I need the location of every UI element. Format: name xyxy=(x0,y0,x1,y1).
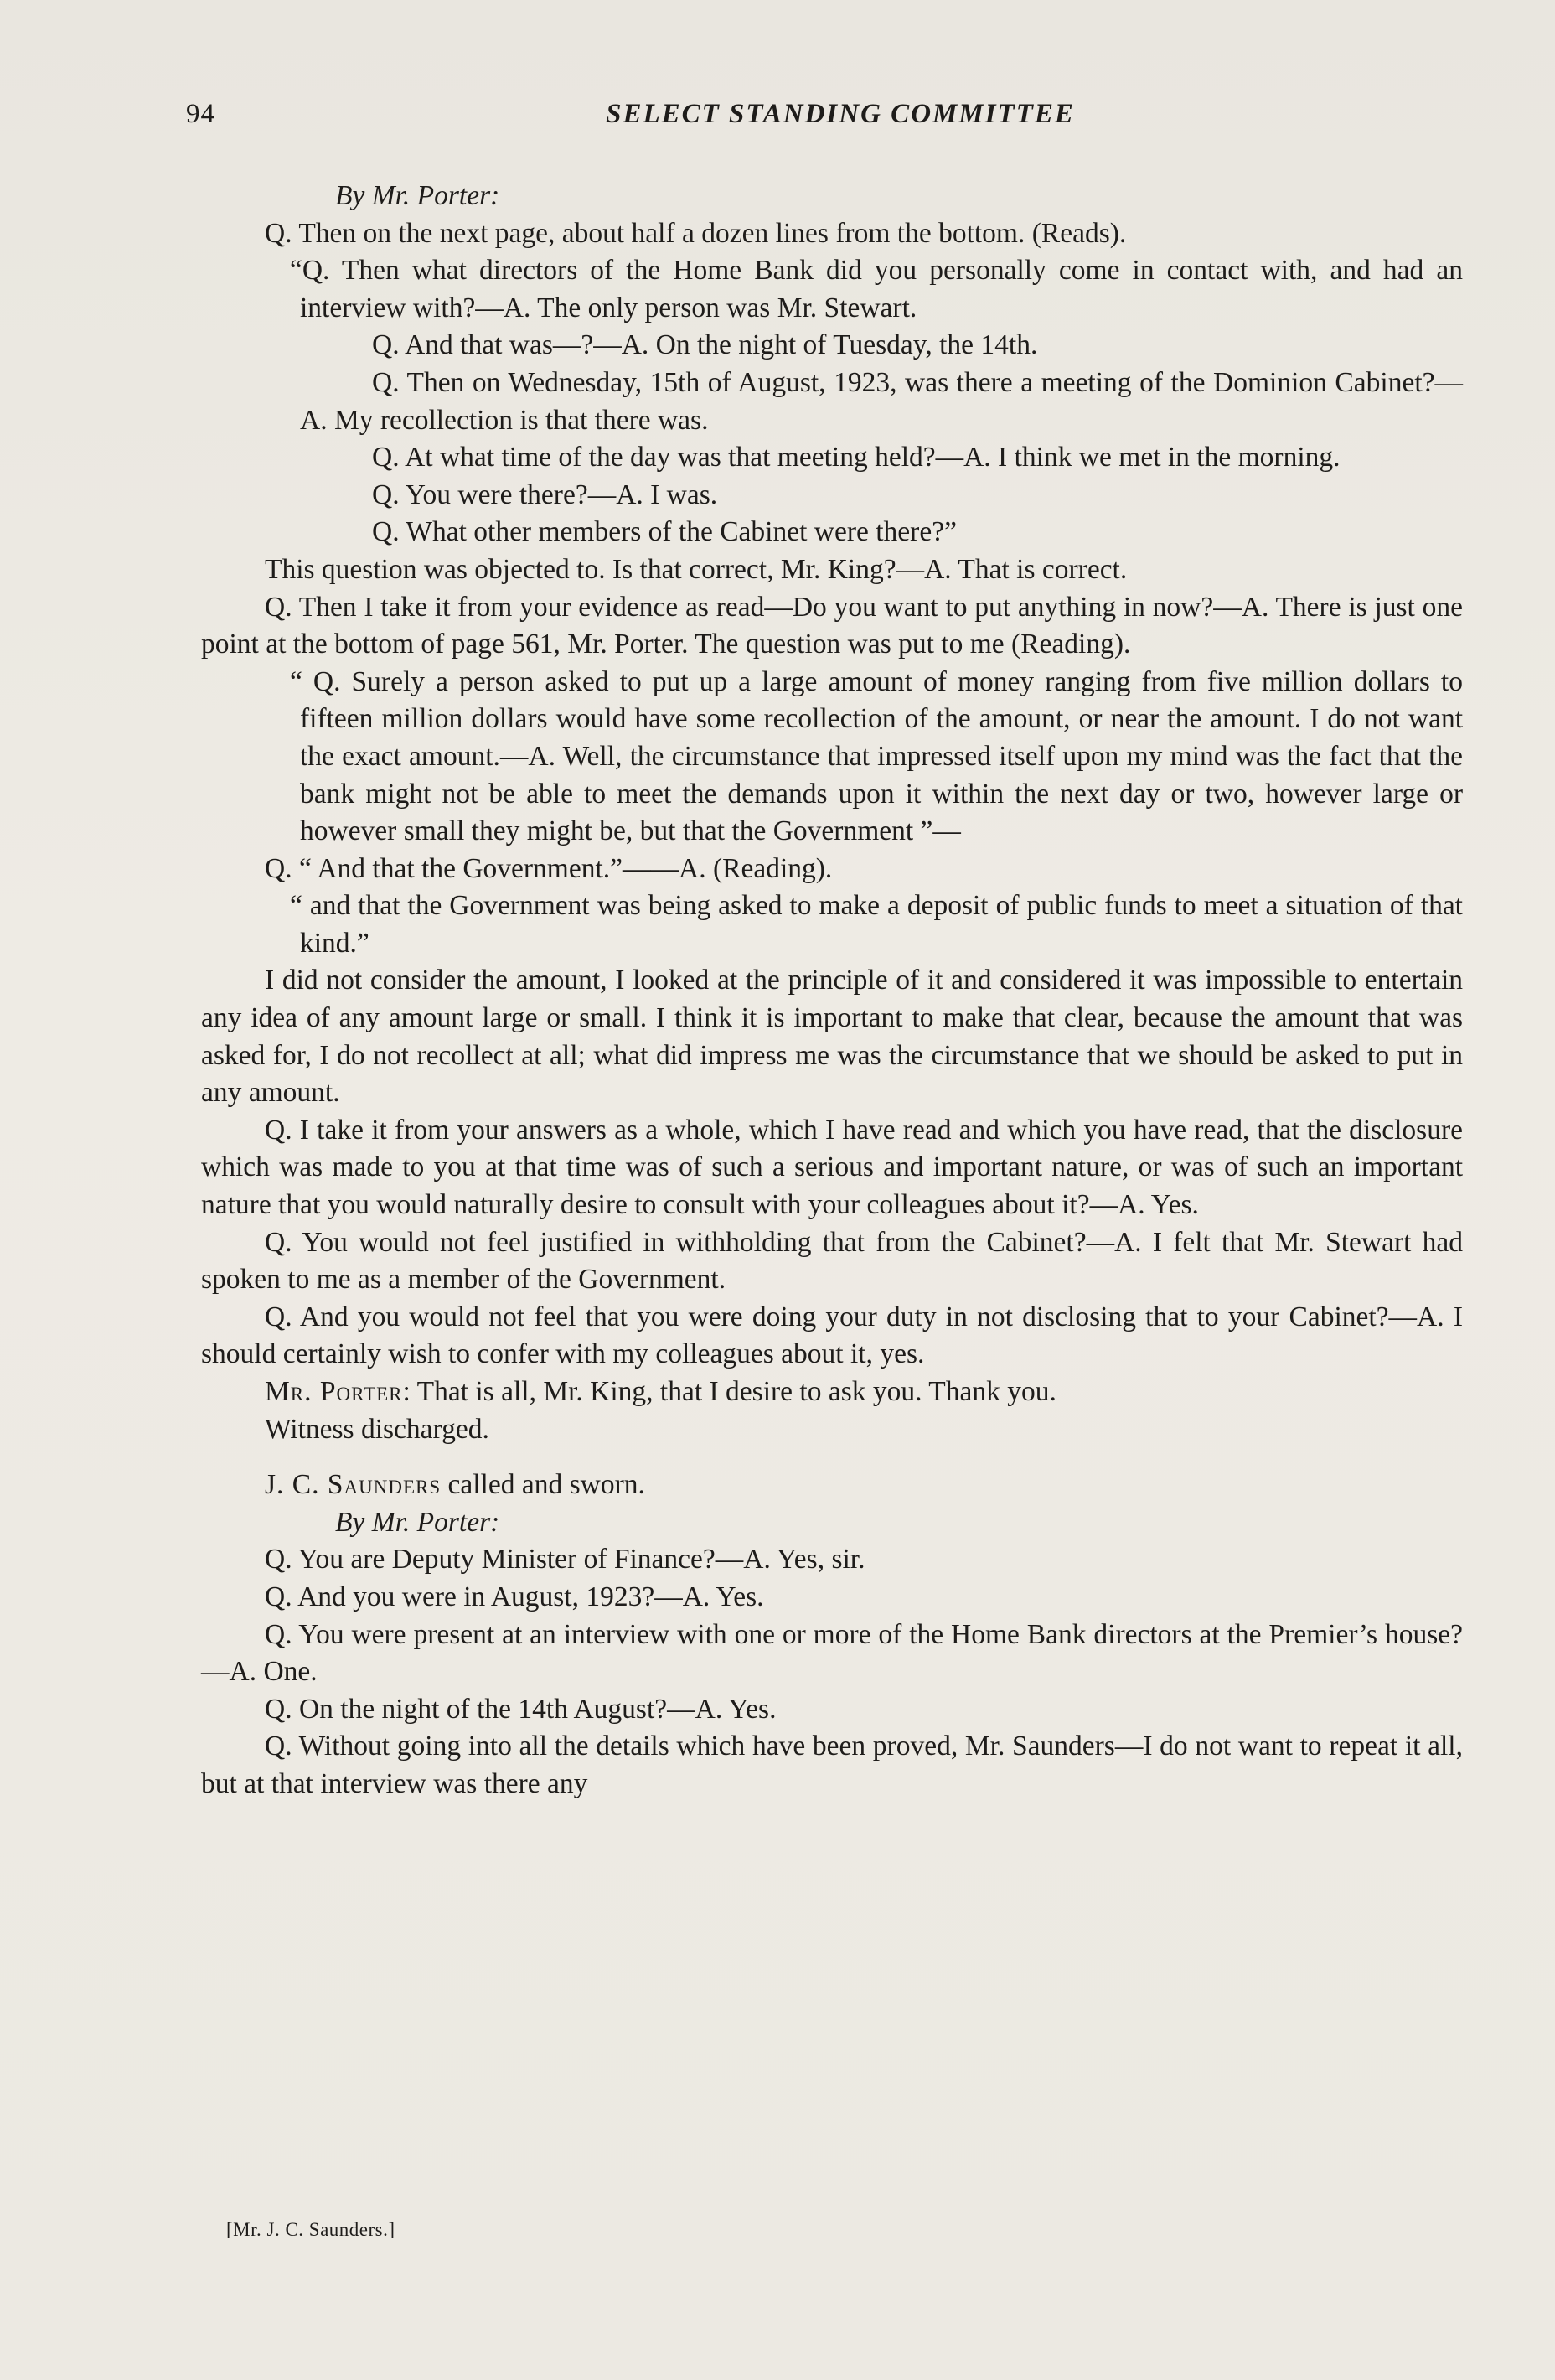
quoted-paragraph: “ Q. Surely a person asked to put up a large amount of money ranging from five million dollars to fifteen million dollars would have some recollection of the amount, or near the amount. I do not want the exact amount.—A. Well, the circumstance that impressed itself upon my mind was the fact that the bank might not be able to meet the demands upon it within the next day or two, however large or however small they might be, but that the Government ”— xyxy=(290,665,1463,847)
paragraph xyxy=(201,1467,1463,1504)
quoted-paragraph: Q. At what time of the day was that meeting held?—A. I think we met in the morning. xyxy=(372,442,1341,473)
speaker-name: J. C. Saunders xyxy=(265,1469,442,1501)
page-header xyxy=(186,99,1461,141)
paragraph: Q. “ And that the Government.”——A. (Reading). xyxy=(265,852,833,884)
paragraph: Q. I take it from your answers as a whole, which I have read and which you have read, that the disclosure which was made to you at that time was of such a serious and important nature, or was of such an important nature that you would naturally desire to consult with your colleagues about it?—A. Yes. xyxy=(201,1114,1463,1221)
examiner-byline: By Mr. Porter: xyxy=(335,180,500,211)
paragraph: Q. Then I take it from your evidence as read—Do you want to put anything in now?—A. There is just one point at the bottom of page 561, Mr. Porter. The question was put to me (Reading). xyxy=(201,591,1463,660)
paragraph: Q. You were present at an interview with one or more of the Home Bank directors at the Premier’s house?—A. One. xyxy=(201,1618,1463,1688)
quoted-paragraph: Q. And that was—?—A. On the night of Tuesday, the 14th. xyxy=(372,329,1038,361)
paragraph: Q. You are Deputy Minister of Finance?—A. Yes, sir. xyxy=(265,1544,865,1575)
quoted-paragraph: “ and that the Government was being asked to make a deposit of public funds to meet a situation of that kind.” xyxy=(290,890,1463,959)
paragraph: Q. Without going into all the details which have been proved, Mr. Saunders—I do not want to repeat it all, but at that interview was there any xyxy=(201,1731,1463,1799)
paragraph: Q. On the night of the 14th August?—A. Yes. xyxy=(265,1693,777,1725)
footer-note: [Mr. J. C. Saunders.] xyxy=(226,2219,395,2240)
paragraph: Q. Then on the next page, about half a dozen lines from the bottom. (Reads). xyxy=(265,217,1127,249)
paragraph: Q. And you would not feel that you were doing your duty in not disclosing that to your Cabinet?—A. I should certainly wish to confer with my colleagues about it, yes. xyxy=(201,1301,1463,1370)
paragraph-text: called and sworn. xyxy=(441,1469,645,1501)
paragraph xyxy=(201,1374,1463,1411)
running-title: SELECT STANDING COMMITTEE xyxy=(606,99,1075,129)
paragraph: This question was objected to. Is that correct, Mr. King?—A. That is correct. xyxy=(265,553,1128,585)
page-number: 94 xyxy=(186,99,215,129)
body-text xyxy=(201,178,1463,1803)
paragraph-gap xyxy=(201,1448,1463,1467)
paragraph: Q. And you were in August, 1923?—A. Yes. xyxy=(265,1581,764,1612)
paragraph: I did not consider the amount, I looked at the principle of it and considered it was impossible to entertain any idea of any amount large or small. I think it is important to make that clear, because the amount that was asked for, I do not recollect at all; what did impress me was the circumstance that we should be asked to put in any amount. xyxy=(201,965,1463,1109)
paragraph: Q. You would not feel justified in withholding that from the Cabinet?—A. I felt that Mr. Stewart had spoken to me as a member of the Government. xyxy=(201,1226,1463,1296)
quoted-paragraph: Q. Then on Wednesday, 15th of August, 1923, was there a meeting of the Dominion Cabinet?—A. My recollection is that there was. xyxy=(300,366,1463,436)
speaker-name: Mr. Porter xyxy=(265,1376,403,1407)
paragraph: Witness discharged. xyxy=(265,1413,489,1445)
paragraph-text: : That is all, Mr. King, that I desire to ask you. Thank you. xyxy=(402,1376,1056,1407)
quoted-paragraph: Q. What other members of the Cabinet were there?” xyxy=(372,516,957,548)
quoted-paragraph: “Q. Then what directors of the Home Bank did you personally come in contact with, and had an interview with?—A. The only person was Mr. Stewart. xyxy=(290,255,1463,323)
quoted-paragraph: Q. You were there?—A. I was. xyxy=(372,479,718,510)
examiner-byline: By Mr. Porter: xyxy=(335,1506,500,1538)
